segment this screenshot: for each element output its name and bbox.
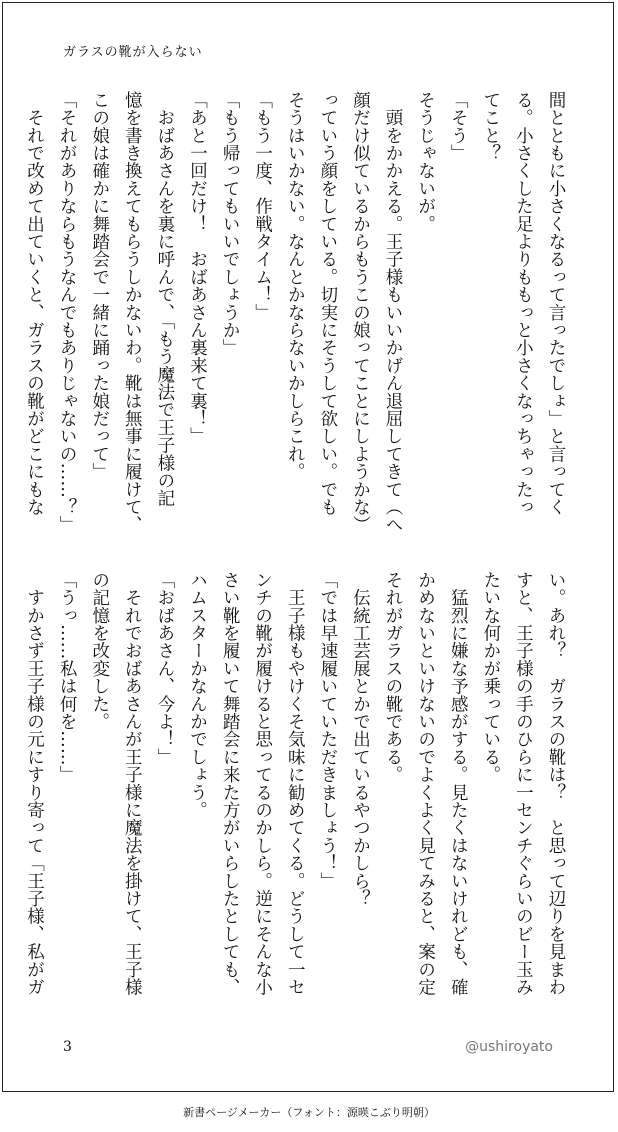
text-line: 間とともに小さくなるって言ったでしょ」と言ってく — [546, 91, 566, 516]
text-line: おばあさんを裏に呼んで、「もう魔法で王子様の記 — [154, 91, 175, 508]
text-line: そうはいかない。なんとかならないかしらこれ。 — [285, 91, 306, 481]
text-line: い。あれ？ ガラスの靴は？ と思って辺りを見まわ — [546, 571, 566, 996]
text-line: それでおばあさんが王子様に魔法を掛けて、王子様 — [122, 571, 143, 996]
text-line: 「そう」 — [448, 91, 469, 162]
text-line: 「それがありならもうなんでもありじゃないの……？」 — [57, 91, 78, 534]
generator-credit: 新書ページメーカー（フォント：源暎こぶり明朝） — [183, 1106, 435, 1119]
text-line: ンチの靴が履けると思ってるのかしら。逆にそんな小 — [252, 571, 273, 996]
author-handle: @ushiroyato — [465, 1039, 553, 1055]
text-line: 「あと一回だけ！ おばあさん裏来て裏！」 — [187, 91, 208, 445]
text-line: 顔だけ似ているからもうこの娘ってことにしようかな） — [350, 91, 371, 534]
book-title: ガラスの靴が入らない — [63, 45, 203, 60]
text-line: 猛烈に嫌な予感がする。見たくはないけれども、確 — [448, 571, 469, 996]
bottom-text-block — [24, 571, 572, 1009]
text-line: 頭をかかえる。王子様もいいかげん退屈してきて（へ — [383, 91, 404, 534]
text-line: 「もう帰ってもいいでしょうか」 — [220, 91, 241, 357]
text-line: すと、王子様の手のひらに一センチぐらいのビー玉み — [513, 571, 534, 996]
text-line: の記憶を改変した。 — [89, 571, 110, 731]
text-line: この娘は確かに舞踏会で一緒に踊った娘だって」 — [89, 91, 110, 481]
text-line: 王子様もやけくそ気味に勧めてくる。どうして一セ — [285, 571, 306, 996]
text-line: っていう顔をしている。切実にそうして欲しい。でも — [317, 91, 338, 516]
text-line: さい靴を履いて舞踏会に来た方がいらしたとしても、 — [220, 571, 241, 996]
text-line: それで改めて出ていくと、ガラスの靴がどこにもな — [24, 91, 45, 516]
page-number: 3 — [63, 1039, 72, 1055]
text-line: それがガラスの靴である。 — [383, 571, 404, 784]
text-line: ハムスターかなんかでしょう。 — [187, 571, 208, 819]
text-line: 憶を書き換えてもらうしかないわ。靴は無事に履けて、 — [122, 91, 143, 534]
text-line: 「うっ……私は何を……」 — [57, 571, 78, 784]
text-line: 「では早速履いていただきましょう！」 — [317, 571, 338, 890]
top-text-block — [24, 91, 572, 534]
text-line: かめないといけないのでよくよく見てみると、案の定 — [415, 571, 436, 996]
text-line: 伝統工芸展とかで出ているやつかしら？ — [350, 571, 371, 908]
text-line: る。小さくした足よりももっと小さくなっちゃったっ — [513, 91, 534, 516]
text-line: たいな何かが乗っている。 — [480, 571, 501, 784]
text-line: 「おばあさん、今よ！」 — [154, 571, 175, 766]
page-frame — [2, 2, 614, 1092]
text-line: すかさず王子様の元にすり寄って「王子様、私がガ — [24, 571, 45, 996]
text-line: そうじゃないが。 — [415, 91, 436, 233]
text-line: てこと？ — [480, 91, 501, 162]
text-line: 「もう一度、作戦タイム！」 — [252, 91, 273, 322]
